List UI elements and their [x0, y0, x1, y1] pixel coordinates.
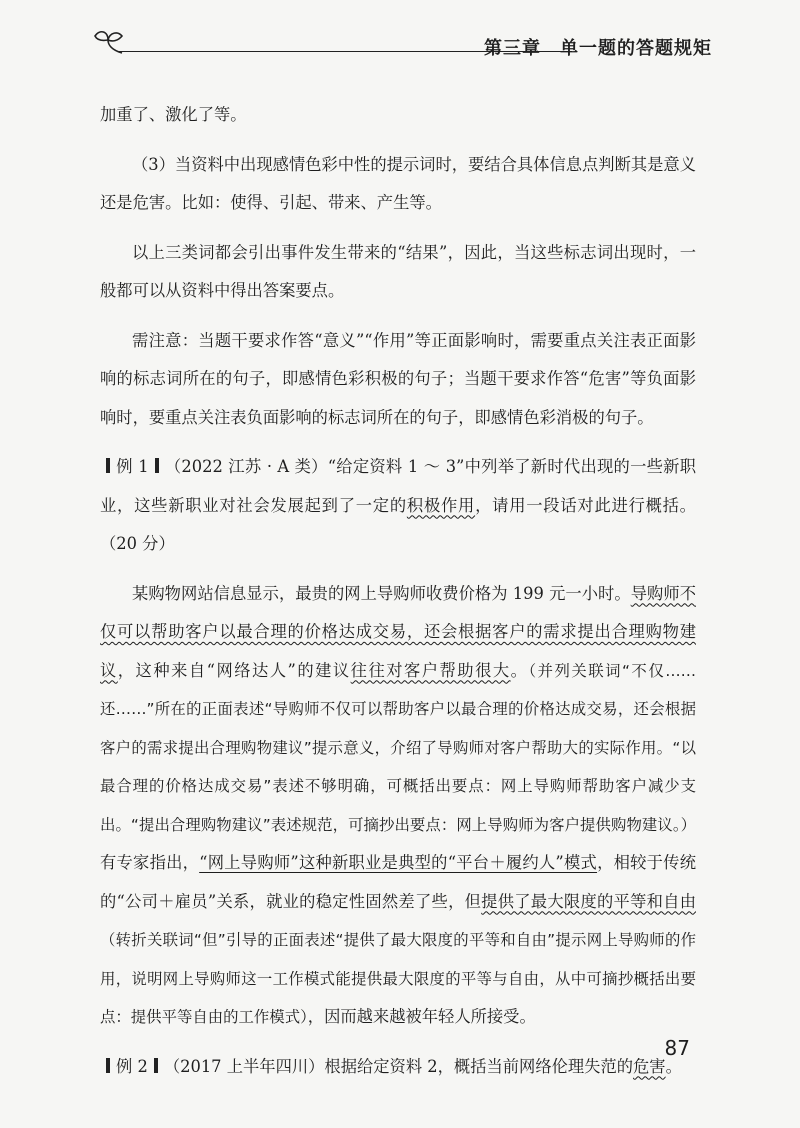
paragraph: 以上三类词都会引出事件发生带来的“结果”，因此，当这些标志词出现时，一般都可以从资料中得出答案要点。 [100, 242, 696, 300]
material-text: ，因而越来越被年轻人所接受。 [307, 1007, 536, 1026]
example-label: 例 1 [116, 457, 149, 476]
material-text: ，这种来自“网络达人”的建议 [117, 660, 351, 680]
paragraph: 需注意：当题干要求作答“意义”“作用”等正面影响时，需要重点关注表正面影响的标志词所在的句子，即感情色彩积极的句子；当题干要求作答“危害”等负面影响时，要重点关注表负面影响的标志词所在的句子，即感情色彩消极的句子。 [100, 330, 696, 427]
analysis-note: （并列关联词“不仅……还……”所在的正面表述“导购师不仅可以帮助客户以最合理的价格达成交易，还会根据客户的需求提出合理购物建议”提示意义，介绍了导购师对客户帮助大的实际作用。“以最合理的价格达成交易”表述不够明确，可概括出要点：网上导购师帮助客户减少支出。“提出合理购物建议”表述规范，可摘抄出要点：网上导购师为客户提供购物建议。） [100, 661, 696, 834]
example-bracket-right [155, 458, 159, 473]
question-text: ，请用一段话对此进行概括。（20 分） [100, 495, 696, 553]
question-text: （2017 上半年四川）根据给定资料 2，概括当前网络伦理失范的 [163, 1056, 634, 1076]
example-bracket-right [154, 1058, 158, 1073]
material-text: 有专家指出， [100, 853, 200, 872]
example-label: 例 2 [116, 1056, 148, 1076]
example-1-material [100, 575, 696, 1037]
example-bracket-left [106, 458, 110, 473]
chapter-title: 第三章 单一题的答题规矩 [484, 38, 712, 59]
underlined-text: 导购师不仅可以帮助客户以最合理的价格达成交易，还会根据客户的需求提出合理购物建议 [100, 583, 696, 680]
paragraph: 加重了、激化了等。 [100, 105, 247, 124]
keyword-wavy: 危害 [633, 1056, 666, 1076]
underlined-text: “网上导购师”这种新职业是典型的“平台＋履约人”模式 [199, 853, 598, 872]
analysis-note: （转折关联词“但”引导的正面表述“提供了最大限度的平等和自由”提示网上导购师的作用，说明网上导购师这一工作模式能提供最大限度的平等与自由，从中可摘抄概括出要点：提供平等自由的工作模式） [100, 931, 696, 1026]
example-1-question [100, 448, 696, 564]
running-header [92, 26, 712, 60]
paragraph: （3）当资料中出现感情色彩中性的提示词时，要结合具体信息点判断其是意义还是危害。比如：使得、引起、带来、产生等。 [100, 154, 696, 212]
underlined-text: 往往对客户帮助很大 [350, 660, 511, 680]
body-text [100, 96, 696, 1097]
page-number: 87 [664, 1036, 690, 1060]
material-text: 某购物网站信息显示，最贵的网上导购师收费价格为 199 元一小时。 [132, 583, 631, 603]
keyword-wavy: 积极作用 [406, 495, 476, 515]
question-text: （2022 江苏 · A 类）“给定资料 1 ～ 3”中列举了新时代出现的一些新职业，这些新职业对社会发展起到了一定的 [100, 457, 696, 515]
question-text: 。 [665, 1056, 682, 1076]
material-text: 。 [510, 660, 529, 680]
material-text: ，相较于传统的“公司＋雇员”关系，就业的稳定性固然差了些，但 [100, 853, 696, 911]
underlined-text: 提供了最大限度的平等和自由 [481, 891, 696, 911]
example-2-question [100, 1048, 696, 1087]
example-bracket-left [106, 1058, 110, 1073]
